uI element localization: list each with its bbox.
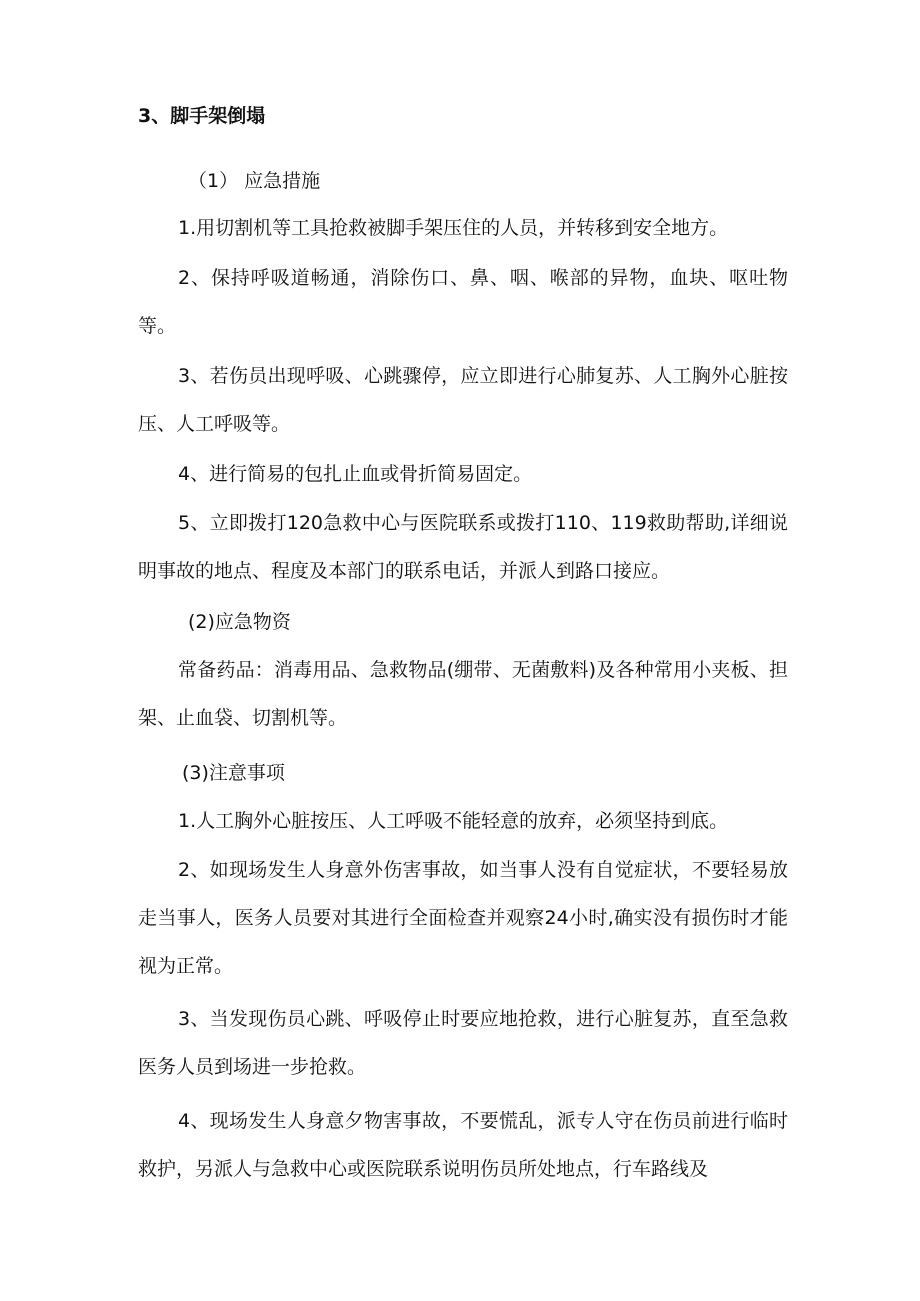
- precaution-item-3: 3、当发现伤员心跳、呼吸停止时要应地抢救，进行心脏复苏，直至急救医务人员到场进一步抢救。: [138, 1008, 788, 1078]
- measure-item-4: 4、进行简易的包扎止血或骨折简易固定。: [178, 463, 533, 485]
- precaution-item-2: 2、如现场发生人身意外伤害事故，如当事人没有自觉症状，不要轻易放走当事人，医务人员要对其进行全面检查并观察24小时,确实没有损伤时才能视为正常。: [138, 859, 788, 977]
- supplies-text: 常备药品：消毒用品、急救物品(绷带、无菌敷料)及各种常用小夹板、担架、止血袋、切割机等。: [138, 659, 788, 729]
- precaution-item-1: 1.人工胸外心脏按压、人工呼吸不能轻意的放弃，必须坚持到底。: [178, 810, 729, 832]
- section-title-emergency-supplies: (2)应急物资: [188, 611, 291, 633]
- measure-item-2: 2、保持呼吸道畅通，消除伤口、鼻、咽、喉部的异物，血块、呕吐物等。: [138, 267, 788, 337]
- section-title-precautions: (3)注意事项: [182, 762, 285, 784]
- document-heading: 3、脚手架倒塌: [138, 105, 266, 127]
- precaution-item-4: 4、现场发生人身意夕物害事故，不要慌乱，派专人守在伤员前进行临时救护，另派人与急救中心或医院联系说明伤员所处地点，行车路线及: [138, 1110, 788, 1180]
- measure-item-1: 1.用切割机等工具抢救被脚手架压住的人员，并转移到安全地方。: [178, 217, 729, 239]
- measure-item-5: 5、立即拨打120急救中心与医院联系或拨打110、119救助帮助,详细说明事故的地点、程度及本部门的联系电话，并派人到路口接应。: [138, 512, 788, 582]
- section-title-emergency-measures: （1） 应急措施: [188, 170, 321, 192]
- measure-item-3: 3、若伤员出现呼吸、心跳骤停，应立即进行心肺复苏、人工胸外心脏按压、人工呼吸等。: [138, 365, 788, 435]
